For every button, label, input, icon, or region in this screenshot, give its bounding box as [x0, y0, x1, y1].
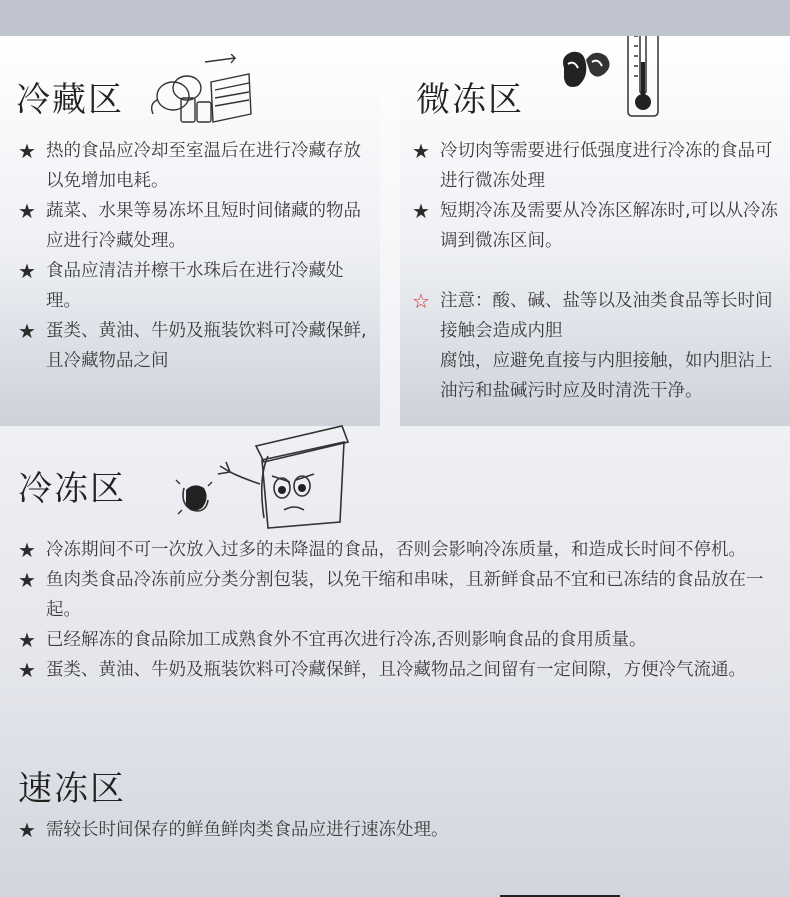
quick-freeze-list — [18, 815, 778, 845]
refrigeration-list — [18, 136, 370, 376]
top-band — [0, 0, 790, 36]
list-item: ★ 短期冷冻及需要从冷冻区解冻时,可以从冷冻调到微冻区间。 — [412, 196, 782, 256]
soft-freeze-title: 微冻区 — [416, 80, 524, 120]
list-item: ★ 冷切肉等需要进行低强度进行冷冻的食品可进行微冻处理 — [412, 136, 782, 196]
list-item: ★ 冷冻期间不可一次放入过多的未降温的食品，否则会影响冷冻质量，和造成长时间不停机。 — [18, 535, 778, 565]
list-item: ★ 蛋类、黄油、牛奶及瓶装饮料可冷藏保鲜,且冷藏物品之间 — [18, 316, 370, 376]
list-item: ★ 鱼肉类食品冷冻前应分类分割包装，以免干缩和串味，且新鲜食品不宜和已冻结的食品放在一起。 — [18, 565, 778, 625]
star-icon: ★ — [18, 658, 36, 682]
freezer-title: 冷冻区 — [18, 469, 126, 509]
soft-freeze-panel — [400, 36, 790, 426]
star-icon: ★ — [18, 818, 36, 842]
note-line: ☆ 注意：酸、碱、盐等以及油类食品等长时间接触会造成内胆 — [412, 286, 782, 346]
list-item: ★ 蔬菜、水果等易冻坏且短时间储藏的物品应进行冷藏处理。 — [18, 196, 370, 256]
thermometer-illustration — [558, 36, 668, 122]
refrigeration-panel — [0, 36, 380, 426]
star-icon: ★ — [18, 139, 36, 163]
freezer-character-illustration — [172, 418, 362, 530]
star-icon: ★ — [412, 139, 430, 163]
star-icon: ★ — [18, 259, 36, 283]
note-block — [412, 286, 782, 406]
star-icon: ★ — [18, 628, 36, 652]
star-icon: ★ — [18, 319, 36, 343]
list-item: ★ 食品应清洁并檫干水珠后在进行冷藏处理。 — [18, 256, 370, 316]
note-line: 腐蚀，应避免直接与内胆接触，如内胆沾上油污和盐碱污时应及时清洗干净。 — [440, 351, 773, 401]
groceries-illustration — [145, 54, 255, 132]
star-icon: ★ — [18, 538, 36, 562]
refrigeration-title: 冷藏区 — [16, 80, 124, 120]
list-item: ★ 已经解冻的食品除加工成熟食外不宜再次进行冷冻,否则影响食品的食用质量。 — [18, 625, 778, 655]
list-item: ★ 需较长时间保存的鲜鱼鲜肉类食品应进行速冻处理。 — [18, 815, 778, 845]
star-icon: ★ — [18, 199, 36, 223]
red-star-outline-icon: ☆ — [412, 289, 430, 313]
quick-freeze-title: 速冻区 — [18, 769, 126, 809]
star-icon: ★ — [412, 199, 430, 223]
freezer-list — [18, 535, 778, 685]
list-item: ★ 热的食品应冷却至室温后在进行冷藏存放 以免增加电耗。 — [18, 136, 370, 196]
list-item: ★ 蛋类、黄油、牛奶及瓶装饮料可冷藏保鲜，且冷藏物品之间留有一定间隙，方便冷气流通。 — [18, 655, 778, 685]
star-icon: ★ — [18, 568, 36, 592]
soft-freeze-list — [412, 136, 782, 256]
